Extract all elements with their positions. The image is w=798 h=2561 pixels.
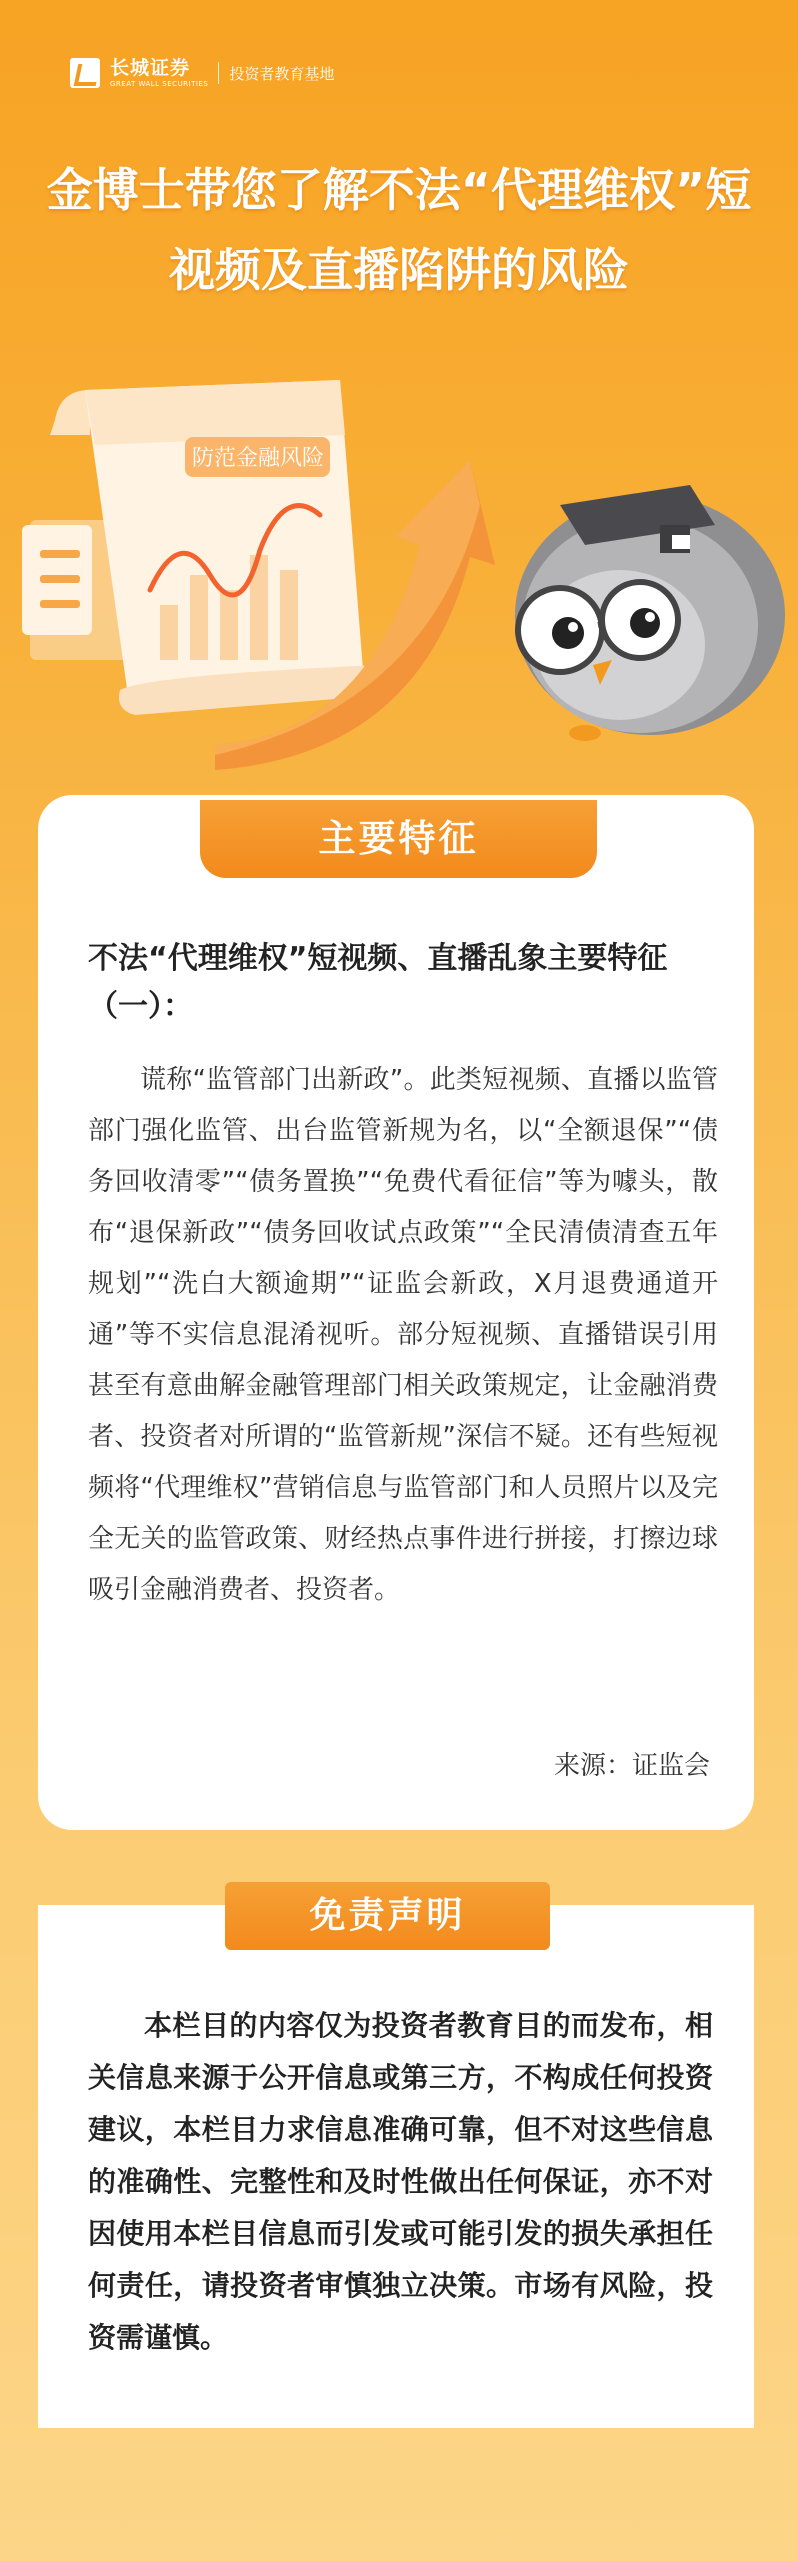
disclaimer-tab-header: 免责声明 xyxy=(225,1882,550,1950)
brand-name: 长城证券 xyxy=(110,56,191,79)
features-subheading: 不法“代理维权”短视频、直播乱象主要特征（一）： xyxy=(88,941,668,1024)
disclaimer-body-text: 本栏目的内容仅为投资者教育目的而发布，相关信息来源于公开信息或第三方，不构成任何投资建议，本栏目力求信息准确可靠，但不对这些信息的准确性、完整性和及时性做出任何保证，亦不对因使用本栏目信息而引发或可能引发的损失承担任何责任，请投资者审慎独立决策。市场有风险，投资需谨慎。 xyxy=(88,2009,713,2354)
source-note: 来源：证监会 xyxy=(553,1751,710,1781)
hero-illustration xyxy=(0,375,798,815)
brand-tagline: 投资者教育基地 xyxy=(229,64,335,83)
owl-mascot-icon xyxy=(515,485,785,741)
scroll-label: 防范金融风险 xyxy=(191,446,325,471)
brand-logo xyxy=(70,58,334,88)
page-title: 金博士带您了解不法“代理维权”短视频及直播陷阱的风险 xyxy=(46,163,752,297)
brand-en: GREAT WALL SECURITIES xyxy=(110,79,209,88)
brand-wordmark xyxy=(110,56,209,88)
logo-divider xyxy=(218,62,219,84)
logo-mark-icon xyxy=(70,58,100,88)
document-icon xyxy=(22,525,92,635)
features-body-text: 谎称“监管部门出新政”。此类短视频、直播以监管部门强化监管、出台监管新规为名，以“全额退保”“债务回收清零”“债务置换”“免费代看征信”等为噱头，散布“退保新政”“债务回收试点政策”“全民清债清查五年规划”“洗白大额逾期”“证监会新政，X月退费通道开通”等不实信息混淆视听。部分短视频、直播错误引用甚至有意曲解金融管理部门相关政策规定，让金融消费者、投资者对所谓的“监管新规”深信不疑。还有些短视频将“代理维权”营销信息与监管部门和人员照片以及完全无关的监管政策、财经热点事件进行拼接，打擦边球吸引金融消费者、投资者。 xyxy=(88,1065,718,1605)
features-tab-header: 主要特征 xyxy=(200,800,597,878)
